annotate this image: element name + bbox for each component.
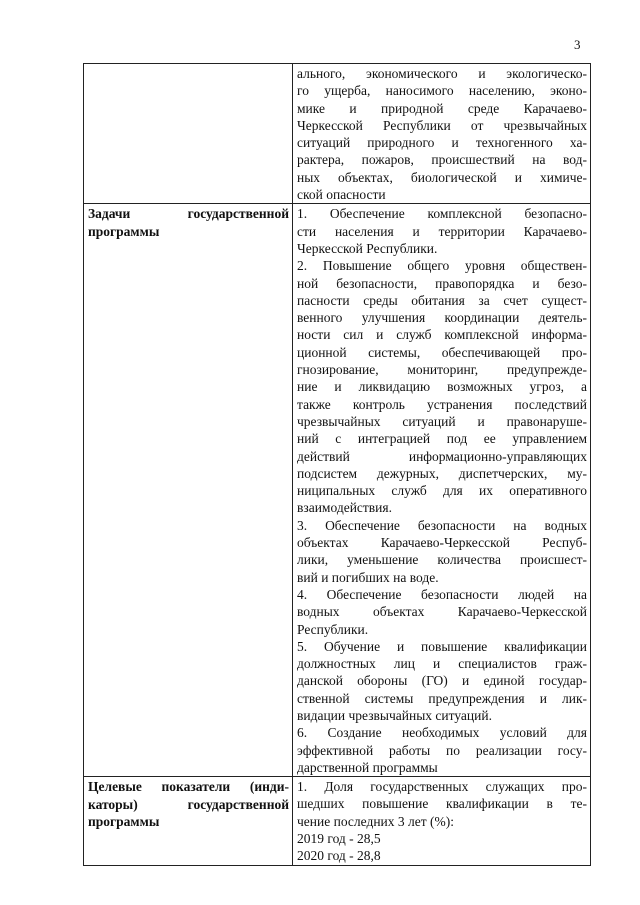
content-line: шедших повышение квалификации в те- xyxy=(297,796,587,812)
content-line: лики, уменьшение количества происшест- xyxy=(297,552,587,568)
program-passport-table xyxy=(83,63,591,866)
content-line: подсистем дежурных, диспетчерских, му- xyxy=(297,465,587,481)
content-line: ниципальных служб для их оперативного xyxy=(297,483,587,499)
row-label-cell xyxy=(84,64,293,204)
content-line: ционной системы, обеспечивающей про- xyxy=(297,344,587,360)
row-label-line: каторы) государственной xyxy=(88,796,289,812)
content-line: должностных лиц и специалистов граж- xyxy=(297,656,587,672)
row-content-cell xyxy=(293,204,591,777)
content-line: данской обороны (ГО) и единой государ- xyxy=(297,673,587,689)
row-label-line: программы xyxy=(88,223,160,239)
content-line: объектах Карачаево-Черкесской Респуб- xyxy=(297,535,587,551)
content-line: 4. Обеспечение безопасности людей на xyxy=(297,586,587,602)
row-content-cell xyxy=(293,64,591,204)
content-line: действий информационно-управляющих xyxy=(297,448,587,464)
content-paragraph xyxy=(297,517,587,586)
content-paragraph xyxy=(297,847,587,864)
content-line: Черкесской Республики от чрезвычайных xyxy=(297,117,587,133)
row-label-line: программы xyxy=(88,814,160,830)
content-paragraph xyxy=(297,778,587,830)
content-paragraph xyxy=(297,586,587,638)
content-line: видации чрезвычайных ситуаций. xyxy=(297,707,492,723)
content-line: Черкесской Республики. xyxy=(297,240,438,256)
row-label-cell xyxy=(84,777,293,865)
content-line: ных объектах, биологической и химиче- xyxy=(297,169,587,185)
content-line: эффективной работы по реализации госу- xyxy=(297,742,587,758)
content-line: 1. Доля государственных служащих про- xyxy=(297,779,587,795)
content-line: мике и природной среде Карачаево- xyxy=(297,100,587,116)
content-paragraph xyxy=(297,257,587,516)
content-line: 2020 год - 28,8 xyxy=(297,848,381,864)
content-line: ний с интеграцией под ее управлением xyxy=(297,431,587,447)
content-line: взаимодействия. xyxy=(297,500,392,516)
content-paragraph xyxy=(297,638,587,724)
content-paragraph xyxy=(297,830,587,847)
content-line: ситуаций природного и техногенного ха- xyxy=(297,135,587,151)
content-line: ной безопасности, правопорядка и безо- xyxy=(297,275,587,291)
content-paragraph xyxy=(297,724,587,776)
table-row xyxy=(84,64,591,204)
content-line: ального, экономического и экологическо- xyxy=(297,66,587,81)
content-line: 2019 год - 28,5 xyxy=(297,831,381,847)
content-line: чение последних 3 лет (%): xyxy=(297,813,455,829)
content-paragraph xyxy=(297,205,587,257)
table-row xyxy=(84,777,591,865)
content-line: гнозирование, мониторинг, предупрежде- xyxy=(297,362,587,378)
content-line: го ущерба, наносимого населению, эконо- xyxy=(297,83,587,99)
content-line: ственной системы предупреждения и лик- xyxy=(297,690,587,706)
content-line: дарственной программы xyxy=(297,759,438,775)
content-line: ской опасности xyxy=(297,187,386,203)
content-line: также контроль устранения последствий xyxy=(297,396,587,412)
content-line: 6. Создание необходимых условий для xyxy=(297,725,587,741)
content-line: сти населения и территории Карачаево- xyxy=(297,223,587,239)
content-line: 3. Обеспечение безопасности на водных xyxy=(297,517,587,533)
page-number: 3 xyxy=(574,37,581,52)
row-label-cell xyxy=(84,204,293,777)
table-row xyxy=(84,204,591,777)
content-line: 2. Повышение общего уровня обществен- xyxy=(297,258,587,274)
row-content-cell xyxy=(293,777,591,865)
content-line: венного улучшения координации деятель- xyxy=(297,310,587,326)
row-label-line: Целевые показатели (инди- xyxy=(88,779,289,795)
content-line: рактера, пожаров, происшествий на вод- xyxy=(297,152,587,168)
content-line: вий и погибших на воде. xyxy=(297,569,439,585)
content-paragraph xyxy=(297,65,587,203)
content-line: Республики. xyxy=(297,621,369,637)
content-line: водных объектах Карачаево-Черкесской xyxy=(297,604,587,620)
content-line: чрезвычайных ситуаций и правонаруше- xyxy=(297,413,587,429)
content-line: ние и ликвидацию возможных угроз, а xyxy=(297,379,587,395)
content-line: ности сил и служб комплексной информа- xyxy=(297,327,587,343)
content-line: 5. Обучение и повышение квалификации xyxy=(297,638,587,654)
row-label-line: Задачи государственной xyxy=(88,206,289,222)
content-line: пасности среды обитания за счет сущест- xyxy=(297,292,587,308)
content-line: 1. Обеспечение комплексной безопасно- xyxy=(297,206,587,222)
